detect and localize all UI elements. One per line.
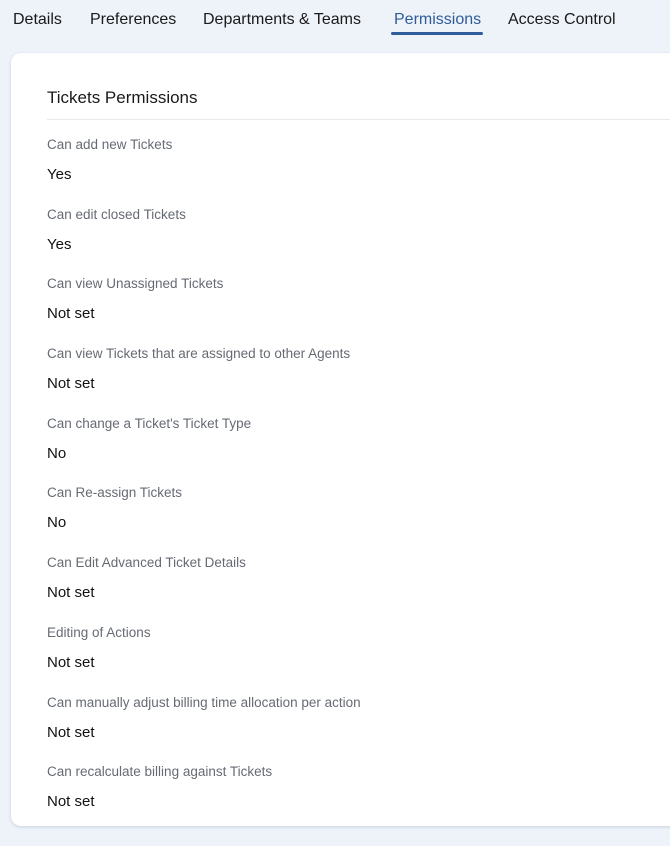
tab-access-control[interactable]: Access Control bbox=[508, 11, 616, 28]
permission-value: Not set bbox=[47, 723, 95, 741]
permission-item bbox=[47, 137, 647, 207]
permission-label: Can view Tickets that are assigned to other Agents bbox=[47, 346, 351, 362]
permission-item bbox=[47, 416, 647, 486]
permission-label: Can Re-assign Tickets bbox=[47, 485, 183, 501]
permission-label: Can add new Tickets bbox=[47, 137, 173, 152]
tab-preferences[interactable]: Preferences bbox=[90, 11, 177, 28]
tab-departments-teams[interactable]: Departments & Teams bbox=[203, 11, 361, 28]
permission-label: Can Edit Advanced Ticket Details bbox=[47, 555, 246, 571]
tab-permissions[interactable]: Permissions bbox=[394, 11, 482, 28]
permission-item bbox=[47, 485, 647, 555]
permission-item bbox=[47, 276, 647, 346]
permission-value: No bbox=[47, 514, 67, 532]
permissions-list bbox=[47, 137, 647, 834]
tab-details[interactable]: Details bbox=[13, 11, 62, 28]
permission-item bbox=[47, 346, 647, 416]
tab-bar bbox=[0, 0, 670, 40]
card-title: Tickets Permissions bbox=[47, 88, 198, 107]
permission-label: Can recalculate billing against Tickets bbox=[47, 764, 273, 780]
permission-value: No bbox=[47, 444, 67, 462]
permission-value: Not set bbox=[47, 653, 95, 671]
permission-label: Editing of Actions bbox=[47, 624, 151, 640]
active-tab-indicator bbox=[391, 32, 483, 35]
permission-label: Can edit closed Tickets bbox=[47, 206, 186, 222]
permission-value: Yes bbox=[47, 235, 72, 253]
tickets-permissions-card bbox=[11, 53, 670, 826]
permission-item bbox=[47, 625, 647, 695]
permission-item bbox=[47, 555, 647, 625]
permission-label: Can view Unassigned Tickets bbox=[47, 276, 224, 292]
permission-label: Can change a Ticket's Ticket Type bbox=[47, 415, 252, 431]
permission-item bbox=[47, 207, 647, 277]
permission-value: Not set bbox=[47, 793, 95, 811]
permission-value: Not set bbox=[47, 305, 95, 323]
permission-label: Can manually adjust billing time allocation per action bbox=[47, 694, 361, 710]
permission-value: Not set bbox=[47, 375, 95, 393]
card-divider bbox=[47, 119, 670, 120]
permission-item bbox=[47, 764, 647, 834]
permission-item bbox=[47, 695, 647, 765]
permission-value: Not set bbox=[47, 584, 95, 602]
permission-value: Yes bbox=[47, 166, 72, 183]
